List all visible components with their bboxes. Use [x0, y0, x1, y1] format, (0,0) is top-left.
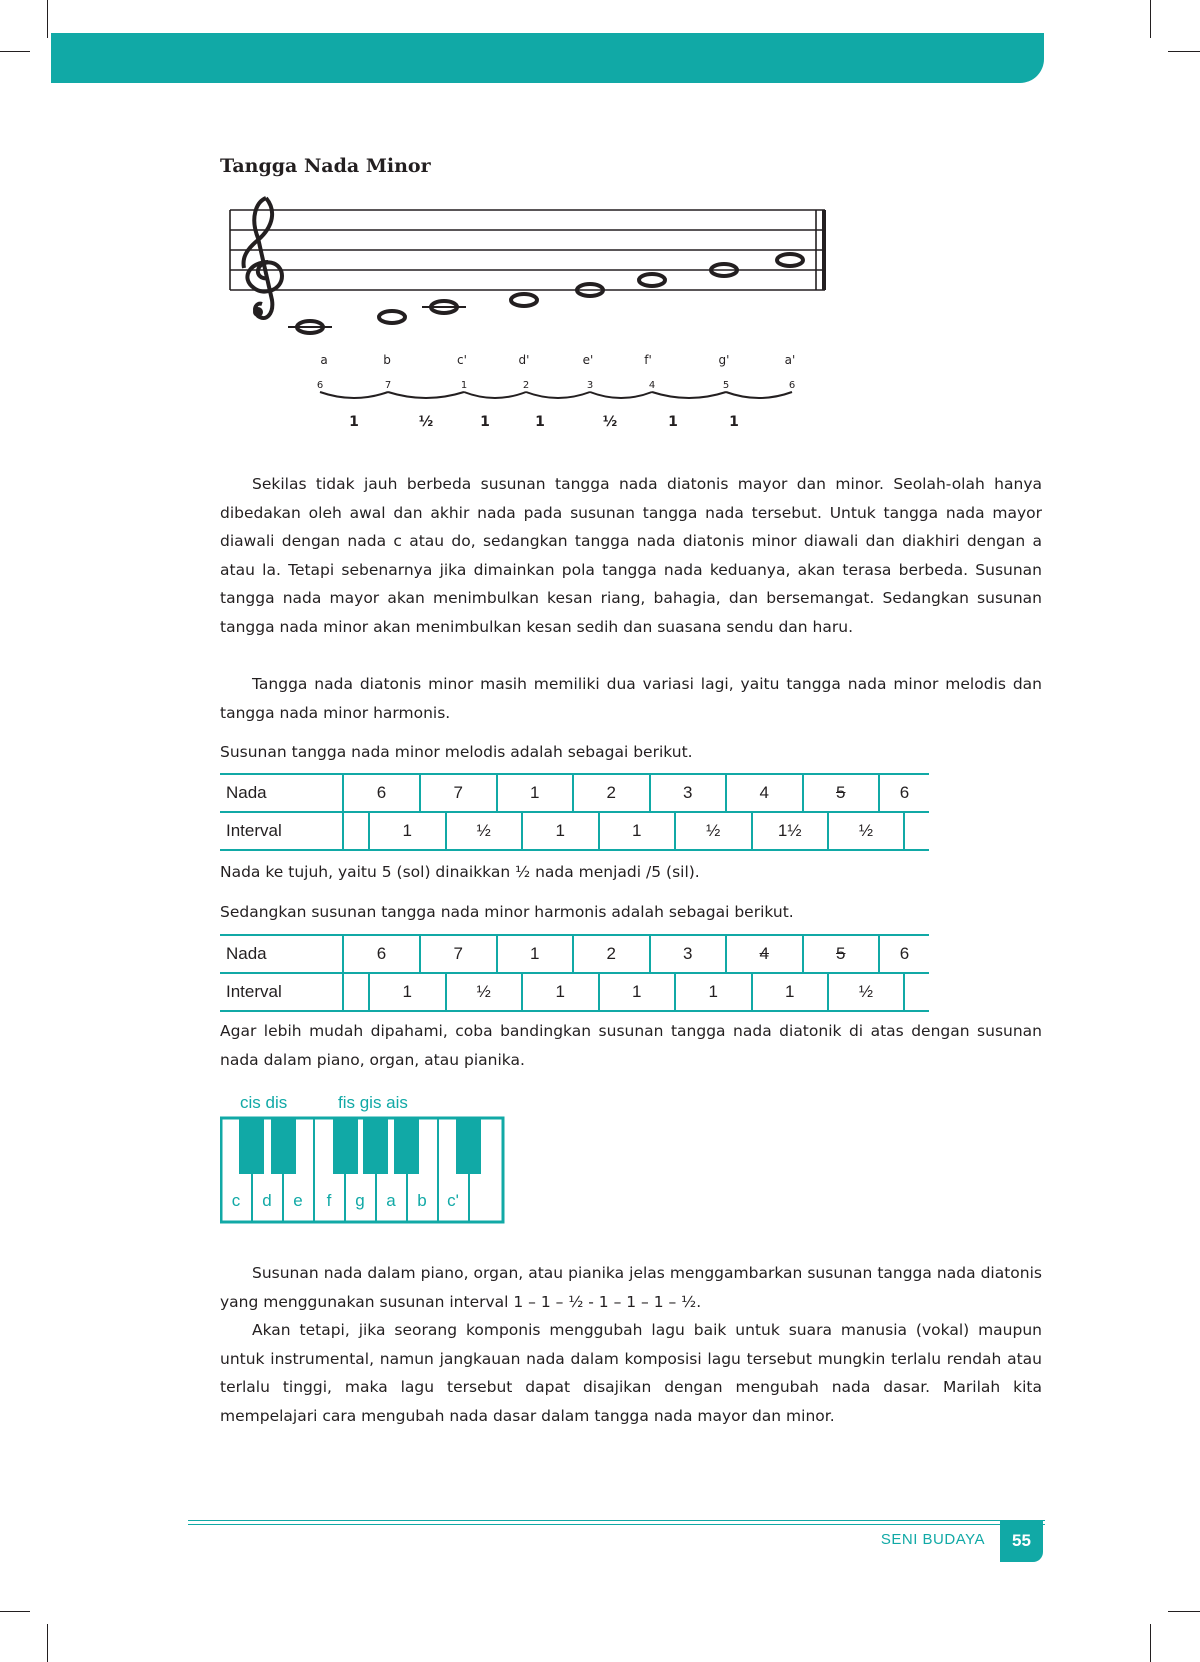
note-cell: 4 — [726, 935, 803, 973]
paragraph-intro: Sekilas tidak jauh berbeda susunan tangga nada diatonis mayor dan minor. Seolah-olah hanya dibedakan oleh awal dan akhir nada pada susunan tangga nada tersebut. Untuk tangga nada mayor diawali dengan nada c atau do, sedangkan tangga nada diatonis minor diawali dan diakhiri dengan a atau la. Tetapi sebenarnya jika dimainkan pola tangga nada keduanya, akan terasa berbeda. Susunan tangga nada mayor akan menimbulkan kesan riang, bahagia, dan bersemangat. Sedangkan susunan tangga nada minor akan menimbulkan kesan sedih dan suasana sendu dan haru. — [220, 475, 1042, 636]
note-name: a' — [784, 353, 796, 367]
white-key-label: c' — [447, 1191, 459, 1210]
note-name: a — [320, 353, 328, 367]
table-row — [220, 973, 929, 1011]
interval-cell: 1 — [752, 973, 829, 1011]
white-key-label: a — [386, 1191, 396, 1210]
interval-cell: 1 — [522, 973, 599, 1011]
paragraph-composer: Akan tetapi, jika seorang komponis menggubah lagu baik untuk suara manusia (vokal) maupun untuk instrumental, namun jangkauan nada dalam komposisi lagu tersebut mungkin terlalu rendah atau terlalu tinggi, maka lagu tersebut dapat disajikan dengan mengubah nada dasar. Marilah kita mempelajari cara mengubah nada dasar dalam tangga nada mayor dan minor. — [220, 1321, 1042, 1425]
black-key-labels: cis dis — [240, 1093, 288, 1112]
white-key-label: e — [293, 1191, 303, 1210]
note-number: 4 — [648, 380, 656, 391]
interval-value: 1 — [729, 414, 739, 430]
note-number: 1 — [460, 380, 468, 391]
note-cell: 3 — [650, 774, 727, 812]
piano-keyboard — [220, 1090, 520, 1225]
melodic-note: Nada ke tujuh, yaitu 5 (sol) dinaikkan ½ nada menjadi /5 (sil). — [220, 863, 700, 881]
note-number: 3 — [586, 380, 594, 391]
table-row — [220, 935, 929, 973]
whole-note — [639, 274, 665, 286]
note-name: d' — [518, 353, 530, 367]
note-number: 2 — [522, 380, 530, 391]
staff-lines — [230, 210, 825, 290]
interval-cell: ½ — [446, 973, 523, 1011]
melodic-intro: Susunan tangga nada minor melodis adalah sebagai berikut. — [220, 743, 693, 761]
black-key — [333, 1118, 358, 1174]
interval-value: ½ — [602, 414, 618, 430]
interval-cell: 1 — [369, 812, 446, 850]
crop-mark — [47, 0, 48, 38]
note-number: 6 — [316, 380, 324, 391]
note-cell: 3 — [650, 935, 727, 973]
note-name: c' — [457, 353, 467, 367]
black-key — [363, 1118, 388, 1174]
treble-clef-icon — [244, 198, 282, 318]
harmonic-minor-table — [220, 934, 929, 1012]
spacer-cell — [343, 812, 369, 850]
black-key — [271, 1118, 296, 1174]
interval-cell: 1 — [599, 973, 676, 1011]
white-key-label: f — [326, 1191, 332, 1210]
interval-value: 1 — [668, 414, 678, 430]
page-number: 55 — [1000, 1520, 1043, 1562]
crop-mark — [0, 1611, 30, 1612]
section-title: Tangga Nada Minor — [220, 155, 431, 177]
note-cell: 1 — [497, 774, 574, 812]
paragraph-compare: Agar lebih mudah dipahami, coba bandingkan susunan tangga nada diatonik di atas dengan susunan nada dalam piano, organ, atau pianika. — [220, 1022, 1042, 1069]
melodic-minor-table — [220, 773, 929, 851]
note-number: 5 — [722, 380, 730, 391]
note-cell: 5 — [803, 774, 880, 812]
crop-mark — [47, 1624, 48, 1662]
note-cell: 2 — [573, 774, 650, 812]
note-name: b — [383, 353, 391, 367]
note-cell: 6 — [879, 935, 929, 973]
whole-note — [379, 311, 405, 323]
note-cell: 7 — [420, 935, 497, 973]
note-cell: 5 — [803, 935, 880, 973]
crop-mark — [1150, 0, 1151, 38]
note-name: g' — [718, 353, 730, 367]
interval-cell: ½ — [675, 812, 752, 850]
number-row — [317, 380, 795, 391]
interval-cell: 1 — [599, 812, 676, 850]
note-name: f' — [644, 353, 652, 367]
row-label: Nada — [220, 774, 343, 812]
table-row — [220, 774, 929, 812]
black-key — [456, 1118, 481, 1174]
row-label: Interval — [220, 812, 343, 850]
interval-cell: ½ — [828, 973, 904, 1011]
spacer-cell — [904, 973, 929, 1011]
footer-rule — [188, 1520, 1045, 1525]
note-number: 6 — [788, 380, 796, 391]
interval-cell: ½ — [828, 812, 904, 850]
spacer-cell — [904, 812, 929, 850]
harmonic-intro: Sedangkan susunan tangga nada minor harmonis adalah sebagai berikut. — [220, 903, 794, 921]
interval-cell: 1 — [369, 973, 446, 1011]
white-key-label: c — [231, 1191, 241, 1210]
white-key-label: d — [262, 1191, 272, 1210]
interval-cell: ½ — [446, 812, 523, 850]
white-key-label: b — [417, 1191, 427, 1210]
row-label: Interval — [220, 973, 343, 1011]
interval-cell: 1 — [522, 812, 599, 850]
interval-value: 1 — [480, 414, 490, 430]
interval-row — [349, 414, 739, 430]
note-cell: 7 — [420, 774, 497, 812]
interval-cell: 1 — [675, 973, 752, 1011]
header-bar — [51, 33, 1044, 83]
paragraph-variations: Tangga nada diatonis minor masih memiliki dua variasi lagi, yaitu tangga nada minor melodis dan tangga nada minor harmonis. — [220, 675, 1042, 722]
note-cell: 6 — [343, 935, 420, 973]
note-number: 7 — [384, 380, 392, 391]
black-key-labels: fis gis ais — [338, 1093, 408, 1112]
note-cell: 4 — [726, 774, 803, 812]
interval-value: ½ — [418, 414, 434, 430]
black-key — [394, 1118, 419, 1174]
note-cell: 6 — [343, 774, 420, 812]
spacer-cell — [343, 973, 369, 1011]
minor-scale-staff — [220, 190, 840, 440]
white-key-label: g — [355, 1191, 365, 1210]
crop-mark — [1168, 51, 1200, 52]
crop-mark — [0, 51, 30, 52]
whole-note — [511, 294, 537, 306]
note-name-row — [320, 353, 795, 367]
note-cell: 6 — [879, 774, 929, 812]
interval-cell: 1½ — [752, 812, 829, 850]
table-row — [220, 812, 929, 850]
row-label: Nada — [220, 935, 343, 973]
interval-arcs — [320, 392, 792, 398]
note-cell: 2 — [573, 935, 650, 973]
footer-label: SENI BUDAYA — [880, 1531, 985, 1548]
whole-note — [777, 254, 803, 266]
paragraph-piano: Susunan nada dalam piano, organ, atau pianika jelas menggambarkan susunan tangga nada diatonis yang menggunakan susunan interval 1 – 1 – ½ - 1 – 1 – 1 – ½. — [220, 1264, 1042, 1311]
note-cell: 1 — [497, 935, 574, 973]
crop-mark — [1168, 1611, 1200, 1612]
scale-notes — [288, 254, 803, 333]
interval-value: 1 — [535, 414, 545, 430]
interval-value: 1 — [349, 414, 359, 430]
note-name: e' — [582, 353, 594, 367]
black-key — [239, 1118, 264, 1174]
crop-mark — [1150, 1624, 1151, 1662]
